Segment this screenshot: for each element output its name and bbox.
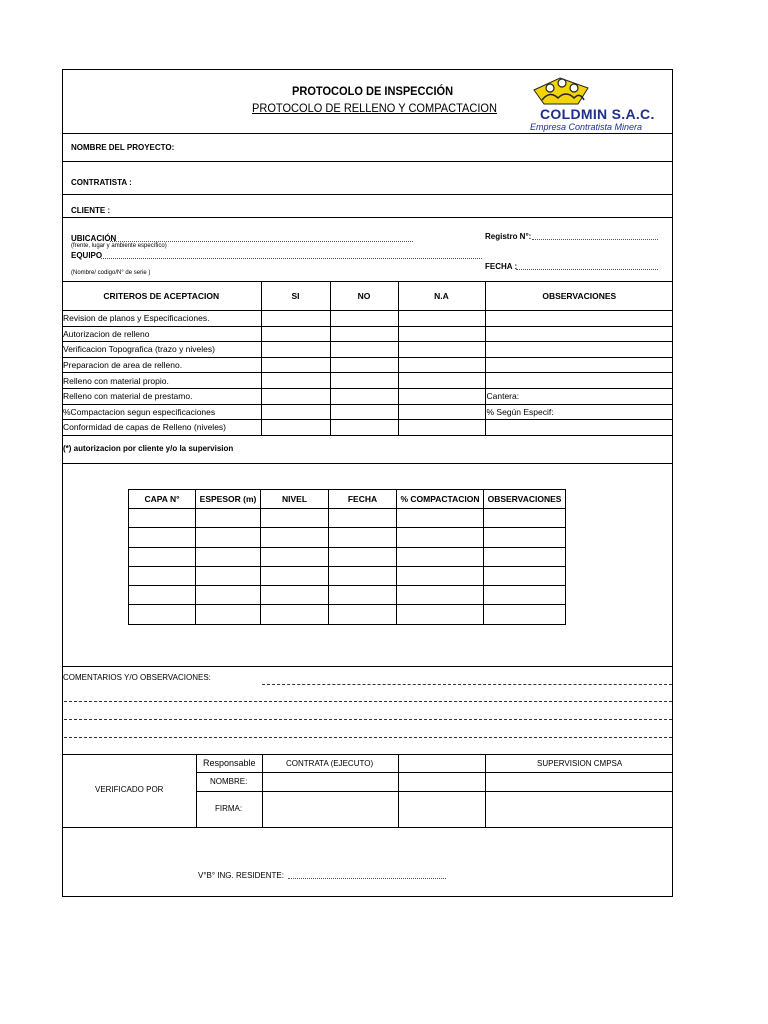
table-cell[interactable]	[261, 586, 329, 605]
table-cell[interactable]	[261, 605, 329, 624]
observation-cell[interactable]: % Según Especif:	[485, 404, 673, 420]
layer-observations-header: OBSERVACIONES	[484, 490, 566, 509]
table-cell[interactable]	[261, 509, 329, 528]
location-hint: (frente, lugar y ambiente específico)	[71, 243, 167, 249]
table-cell[interactable]	[329, 605, 397, 624]
table-cell[interactable]	[261, 547, 329, 566]
table-row	[129, 605, 566, 624]
observation-cell[interactable]: Cantera:	[485, 388, 673, 404]
no-cell[interactable]	[330, 357, 398, 373]
verified-by-label: VERIFICADO POR	[95, 785, 164, 794]
observation-cell[interactable]	[485, 326, 673, 342]
table-row	[62, 373, 673, 389]
divider	[62, 754, 673, 755]
table-cell[interactable]	[329, 586, 397, 605]
table-cell[interactable]	[329, 566, 397, 585]
equipment-hint: (Nombre/ codigo/N° de serie )	[71, 270, 151, 276]
yes-cell[interactable]	[261, 420, 330, 436]
criterion-label: %Compactacion segun especificaciones	[62, 404, 261, 420]
divider	[62, 463, 673, 464]
observations-header: OBSERVACIONES	[485, 282, 673, 311]
logo-company-name: COLDMIN S.A.C.	[540, 106, 655, 122]
table-cell[interactable]	[129, 509, 196, 528]
na-cell[interactable]	[398, 342, 485, 358]
criteria-header: CRITEROS DE ACEPTACION	[62, 282, 261, 311]
layers-table	[128, 489, 566, 625]
na-header: N.A	[398, 282, 485, 311]
observation-cell[interactable]	[485, 373, 673, 389]
na-cell[interactable]	[398, 420, 485, 436]
no-cell[interactable]	[330, 420, 398, 436]
yes-cell[interactable]	[261, 357, 330, 373]
table-cell[interactable]	[397, 528, 484, 547]
table-cell[interactable]	[129, 528, 196, 547]
table-cell[interactable]	[196, 605, 261, 624]
table-row	[62, 326, 673, 342]
contractor-label: CONTRATISTA :	[71, 178, 132, 187]
na-cell[interactable]	[398, 388, 485, 404]
comment-line[interactable]	[64, 737, 672, 738]
table-cell[interactable]	[329, 528, 397, 547]
table-cell[interactable]	[196, 547, 261, 566]
criterion-label: Relleno con material de prestamo.	[62, 388, 261, 404]
yes-cell[interactable]	[261, 342, 330, 358]
table-cell[interactable]	[397, 547, 484, 566]
table-cell[interactable]	[129, 605, 196, 624]
table-cell[interactable]	[484, 586, 566, 605]
supervision-name-field[interactable]	[486, 773, 672, 790]
table-cell[interactable]	[196, 509, 261, 528]
logo-tagline: Empresa Contratista Minera	[530, 122, 643, 132]
divider	[62, 133, 673, 134]
na-cell[interactable]	[398, 404, 485, 420]
criteria-table	[62, 281, 673, 436]
criterion-label: Autorizacion de relleno	[62, 326, 261, 342]
na-cell[interactable]	[398, 311, 485, 327]
no-header: NO	[330, 282, 398, 311]
yes-cell[interactable]	[261, 311, 330, 327]
table-cell[interactable]	[484, 528, 566, 547]
divider	[62, 161, 673, 162]
responsible-label: Responsable	[203, 758, 256, 768]
table-row	[62, 388, 673, 404]
table-cell[interactable]	[484, 605, 566, 624]
na-cell[interactable]	[398, 373, 485, 389]
compaction-header: % COMPACTACION	[397, 490, 484, 509]
no-cell[interactable]	[330, 342, 398, 358]
criterion-label: Verificacion Topografica (trazo y niveles)	[62, 342, 261, 358]
table-cell[interactable]	[484, 547, 566, 566]
table-cell[interactable]	[129, 566, 196, 585]
no-cell[interactable]	[330, 404, 398, 420]
no-cell[interactable]	[330, 311, 398, 327]
criterion-label: Preparacion de area de relleno.	[62, 357, 261, 373]
yes-cell[interactable]	[261, 373, 330, 389]
equipment-field[interactable]	[101, 258, 482, 259]
table-row	[129, 509, 566, 528]
location-field[interactable]	[110, 241, 413, 242]
observation-cell[interactable]	[485, 342, 673, 358]
layer-number-header: CAPA N°	[129, 490, 196, 509]
table-row	[62, 342, 673, 358]
table-row	[129, 528, 566, 547]
supervision-signature-field[interactable]	[486, 792, 672, 826]
table-row	[129, 586, 566, 605]
client-label: CLIENTE :	[71, 206, 111, 215]
table-row	[129, 547, 566, 566]
table-row	[62, 311, 673, 327]
divider	[62, 217, 673, 218]
table-cell[interactable]	[261, 528, 329, 547]
registry-field[interactable]	[532, 239, 658, 240]
table-cell[interactable]	[484, 566, 566, 585]
table-row	[62, 404, 673, 420]
form-title: PROTOCOLO DE INSPECCIÓN	[292, 84, 454, 98]
level-header: NIVEL	[261, 490, 329, 509]
signature-label: FIRMA:	[215, 804, 243, 813]
criterion-label: Conformidad de capas de Relleno (niveles)	[62, 420, 261, 436]
table-cell[interactable]	[129, 547, 196, 566]
divider	[62, 827, 673, 828]
observation-cell[interactable]	[485, 357, 673, 373]
table-row	[62, 420, 673, 436]
table-cell[interactable]	[484, 509, 566, 528]
equipment-label: EQUIPO	[71, 251, 103, 260]
date-header: FECHA	[329, 490, 397, 509]
date-label: FECHA :	[485, 262, 518, 271]
layers-header-row	[129, 490, 566, 509]
no-cell[interactable]	[330, 326, 398, 342]
project-name-label: NOMBRE DEL PROYECTO:	[71, 143, 175, 152]
resident-engineer-label: V°B° ING. RESIDENTE:	[198, 871, 284, 880]
divider	[62, 666, 673, 667]
table-cell[interactable]	[129, 586, 196, 605]
comment-line[interactable]	[262, 684, 672, 685]
table-cell[interactable]	[196, 586, 261, 605]
divider	[62, 194, 673, 195]
table-row	[62, 357, 673, 373]
contractor-signature-field[interactable]	[263, 792, 398, 826]
thickness-header: ESPESOR (m)	[196, 490, 261, 509]
name-label: NOMBRE:	[210, 777, 248, 786]
table-cell[interactable]	[196, 566, 261, 585]
comment-line[interactable]	[64, 719, 672, 720]
table-cell[interactable]	[397, 566, 484, 585]
table-row	[129, 566, 566, 585]
contractor-executed-label: CONTRATA (EJECUTO)	[286, 759, 374, 768]
yes-cell[interactable]	[261, 326, 330, 342]
company-logo	[528, 74, 673, 132]
no-cell[interactable]	[330, 373, 398, 389]
na-cell[interactable]	[398, 326, 485, 342]
criterion-label: Revision de planos y Especificaciones.	[62, 311, 261, 327]
criterion-label: Relleno con material propio.	[62, 373, 261, 389]
table-cell[interactable]	[397, 509, 484, 528]
observation-cell[interactable]	[485, 420, 673, 436]
table-cell[interactable]	[397, 605, 484, 624]
table-cell[interactable]	[329, 509, 397, 528]
resident-engineer-field[interactable]	[288, 878, 446, 879]
criteria-header-row	[62, 282, 673, 311]
yes-cell[interactable]	[261, 388, 330, 404]
authorization-note: (*) autorizacion por cliente y/o la supervision	[63, 444, 234, 453]
table-cell[interactable]	[196, 528, 261, 547]
yes-cell[interactable]	[261, 404, 330, 420]
form-subtitle: PROTOCOLO DE RELLENO Y COMPACTACION	[252, 101, 497, 115]
contractor-name-field[interactable]	[263, 773, 398, 790]
registry-label: Registro N°:	[485, 232, 532, 241]
supervision-label: SUPERVISION CMPSA	[537, 759, 623, 768]
table-cell[interactable]	[397, 586, 484, 605]
date-field[interactable]	[516, 269, 658, 270]
no-cell[interactable]	[330, 388, 398, 404]
yes-header: SI	[261, 282, 330, 311]
observation-cell[interactable]	[485, 311, 673, 327]
na-cell[interactable]	[398, 357, 485, 373]
location-label: UBICACIÓN	[71, 234, 117, 243]
table-cell[interactable]	[329, 547, 397, 566]
comment-line[interactable]	[64, 701, 672, 702]
comments-label: COMENTARIOS Y/O OBSERVACIONES:	[63, 673, 211, 682]
table-cell[interactable]	[261, 566, 329, 585]
